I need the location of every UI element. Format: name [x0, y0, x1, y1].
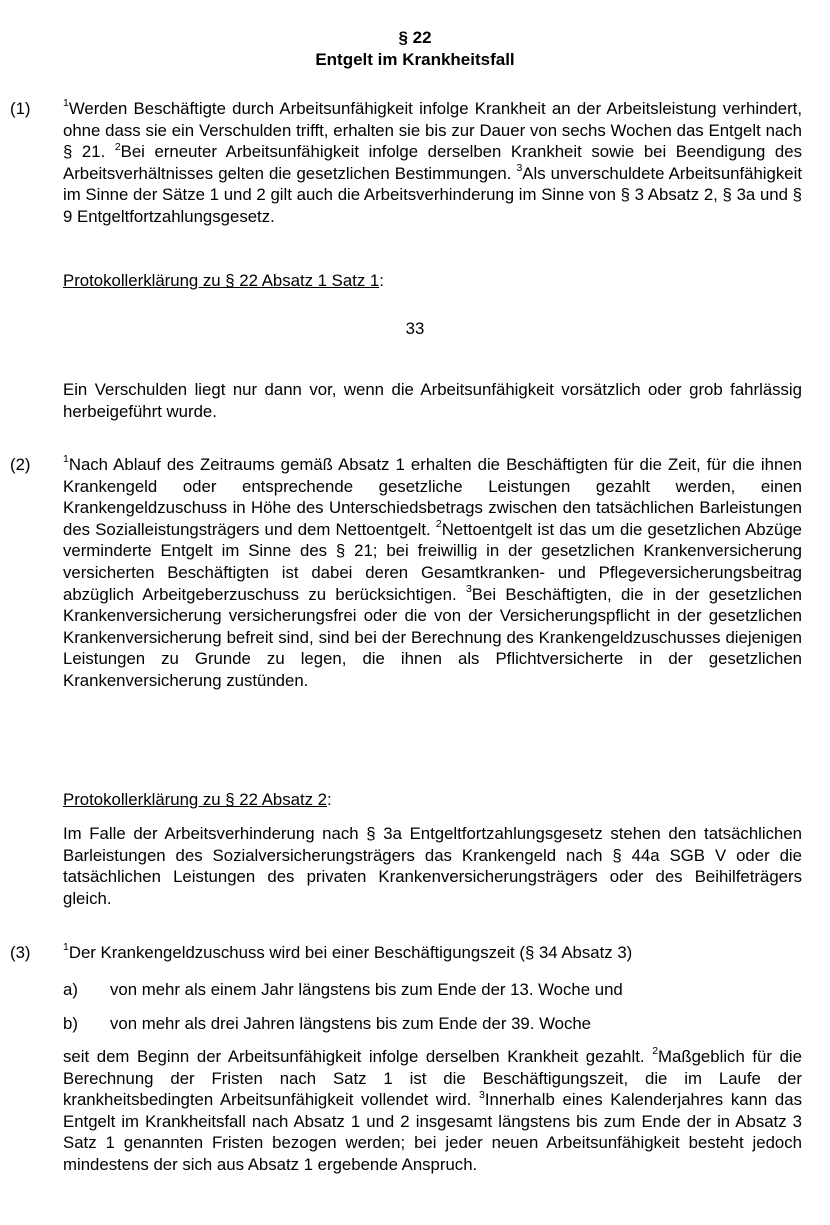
sentence-text: Maßgeblich für die Berechnung der Fristen nach Satz 1 ist die Beschäftigungszeit, die im Laufe der krankheitsbedingten Arbeitsunfähigkeit vollendet wird.: [63, 1047, 802, 1110]
page-number: 33: [405, 319, 425, 338]
sentence-text: Bei erneuter Arbeitsunfähigkeit infolge derselben Krankheit sowie bei Beendigung des Arbeitsverhältnisses gelten die gesetzlichen Bestimmungen.: [63, 142, 802, 183]
protocol-note-1-text: Ein Verschulden liegt nur dann vor, wenn die Arbeitsunfähigkeit vorsätzlich oder grob fahrlässig herbeigeführt wurde.: [63, 380, 802, 421]
protocol-note-1-heading: [63, 270, 802, 292]
sentence-marker: 3: [516, 162, 523, 175]
sentence-text: Innerhalb eines Kalenderjahres kann das Entgelt im Krankheitsfall nach Absatz 1 und 2 insgesamt längstens bis zum Ende der in Absatz 3 Satz 1 genannten Fristen bezogen werden; bei jeder neuen Arbeitsunfähigkeit besteht jedoch mindestens der sich aus Absatz 1 ergebende Anspruch.: [63, 1090, 802, 1174]
list-item-text: von mehr als einem Jahr längstens bis zum Ende der 13. Woche und: [110, 980, 623, 999]
sentence-marker: 2: [435, 518, 442, 531]
paragraph-2-text: [63, 454, 802, 692]
paragraph-number-1: (1): [10, 99, 31, 118]
protocol-heading-text: Protokollerklärung zu § 22 Absatz 2: [63, 790, 327, 809]
list-item-letter: b): [63, 1014, 78, 1033]
paragraph-number-3: (3): [10, 943, 31, 962]
sentence-text: seit dem Beginn der Arbeitsunfähigkeit infolge derselben Krankheit gezahlt.: [63, 1047, 653, 1066]
sentence-marker: 1: [63, 453, 69, 466]
sentence-marker: 3: [479, 1088, 485, 1101]
sentence-marker: 2: [652, 1045, 659, 1058]
sentence-marker: 3: [465, 582, 472, 595]
list-item-text: von mehr als drei Jahren längstens bis zum Ende der 39. Woche: [110, 1014, 592, 1033]
paragraph-3-text: [63, 1046, 802, 1176]
sentence-marker: 1: [63, 97, 69, 110]
section-number: § 22: [398, 28, 432, 47]
sentence-marker: 1: [63, 941, 69, 954]
protocol-heading-colon: :: [379, 271, 384, 290]
sentence-text: Nach Ablauf des Zeitraums gemäß Absatz 1 erhalten die Beschäftigten für die Zeit, für die ihnen Krankengeld oder entsprechende gesetzliche Leistungen gezahlt werden, einen Krankengeldzuschuss in Höhe des Unterschiedsbetrags zwischen den tatsächlichen Barleistungen des Sozialleistungsträgers und dem Nettoentgelt.: [63, 455, 802, 539]
sentence-text: Nettoentgelt ist das um die gesetzlichen Abzüge verminderte Entgelt im Sinne des § 21; bei freiwillig in der gesetzlichen Krankenversicherung versicherten Beschäftigten ist dabei deren Gesamtkranken- und Pflegeversicherungsbeitrag abzüglich Arbeitgeberzuschuss zu berücksichtigen.: [63, 519, 802, 604]
protocol-note-2-text: Im Falle der Arbeitsverhinderung nach § 3a Entgeltfortzahlungsgesetz stehen den tatsächlichen Barleistungen des Sozialversicherungsträgers das Krankengeld nach § 44a SGB V oder die tatsächlichen Leistungen des privaten Krankenversicherungsträgers oder des Beihilfeträgers gleich.: [63, 824, 802, 908]
list-item-letter: a): [63, 980, 78, 999]
paragraph-1-text: [63, 98, 802, 228]
protocol-note-2-heading: [63, 789, 802, 811]
sentence-text: Werden Beschäftigte durch Arbeitsunfähigkeit infolge Krankheit an der Arbeitsleistung verhindert, ohne dass sie ein Verschulden trifft, erhalten sie bis zur Dauer von sechs Wochen das Entgelt nach § 21.: [63, 99, 802, 162]
sentence-marker: 2: [114, 140, 121, 153]
sentence-text: Der Krankengeldzuschuss wird bei einer Beschäftigungszeit (§ 34 Absatz 3): [68, 943, 633, 962]
protocol-heading-colon: :: [327, 790, 332, 809]
section-title: Entgelt im Krankheitsfall: [315, 50, 515, 69]
paragraph-3-intro: [63, 942, 802, 964]
sentence-text: Als unverschuldete Arbeitsunfähigkeit im Sinne der Sätze 1 und 2 gilt auch die Arbeitsverhinderung im Sinne von § 3 Absatz 2, § 3a und § 9 Entgeltfortzahlungsgesetz.: [63, 163, 802, 226]
sentence-text: Bei Beschäftigten, die in der gesetzlichen Krankenversicherung versicherungsfrei oder die von der Versicherungspflicht in der gesetzlichen Krankenversicherung befreit sind, sind bei der Berechnung des Krankengeldzuschusses diejenigen Leistungen zu Grunde zu legen, die ihnen als Pflichtversicherte in der gesetzlichen Krankenversicherung zustünden.: [63, 584, 802, 690]
protocol-heading-text: Protokollerklärung zu § 22 Absatz 1 Satz 1: [63, 271, 380, 290]
paragraph-number-2: (2): [10, 455, 31, 474]
